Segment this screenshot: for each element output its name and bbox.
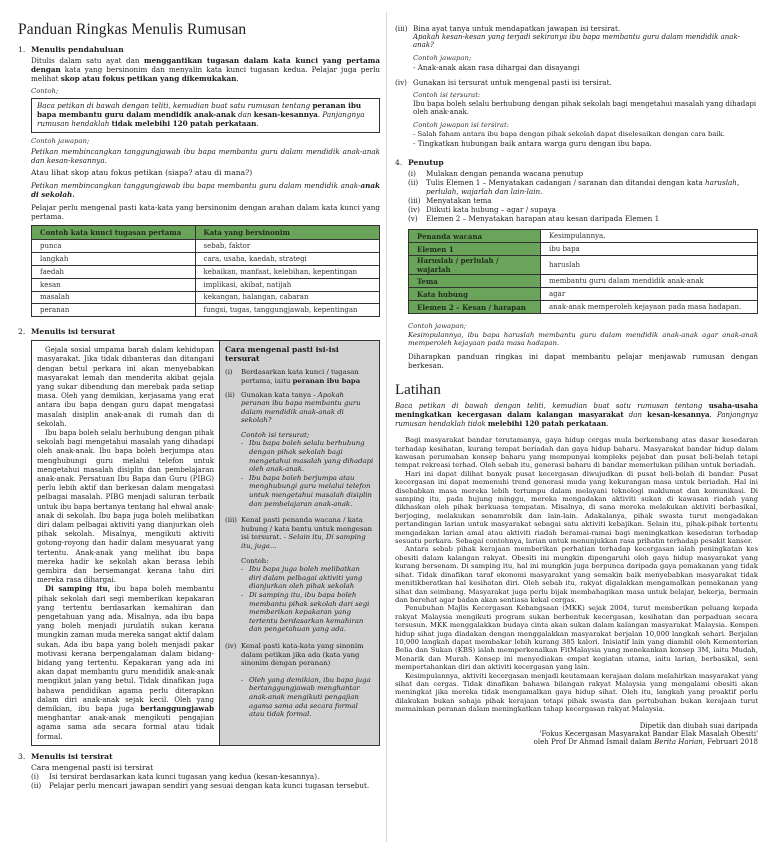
penutup-table-row	[409, 275, 758, 288]
penutup-contoh-text: Kesimpulannya, ibu bapa haruslah membantu guru dalam mendidik anak-anak agar anak-anak memperoleh kejayaan pada masa hadapan.	[408, 331, 758, 348]
column-divider	[386, 12, 387, 842]
synonym-cell: implikasi, akibat, natijah	[195, 278, 379, 291]
penutup-table-row	[409, 230, 758, 243]
essay-paragraph: Ibu bapa boleh selalu berhubung dengan pihak sekolah bagi mengetahui masalah yang dihadapi oleh anak-anak. Ibu bapa boleh berjumpa atau menghubungi guru melalui telefon untuk mengetahui masalah disiplin dan pembelajaran anak-anak. Persatuan Ibu Bapa dan Guru (PIBG) perlu lebih aktif dan berkesan dalam mengatasi pelbagai masalah. PIBG menjadi saluran terbaik untuk ibu bapa bertanya tentang hal ehwal anak-anak di sekolah. Ibu bapa juga boleh melibatkan diri dalam pelbagai aktiviti yang dianjurkan oleh pihak sekolah. Misalnya, mengikuti aktiviti gotong-royong dan hadir dalam mesyuarat yang tertentu. Anak-anak yang melihat ibu bapa mereka hadir ke sekolah akan berasa lebih gembira dan bersemangat kerana tahu diri mereka rasa dihargai.	[37, 427, 214, 585]
list-item: (iv) Diikuti kata hubung – agar / supaya	[408, 205, 556, 214]
keyword-cell: faedah	[32, 265, 196, 278]
synonym-table-row	[32, 253, 380, 266]
element-value-cell: agar	[541, 288, 758, 301]
synonym-cell: sebab, faktor	[195, 240, 379, 253]
synonym-intro: Pelajar perlu mengenal pasti kata-kata yang bersinonim dengan arahan dalam kata kunci yang pertama.	[31, 202, 380, 221]
synonym-table-row	[32, 240, 380, 253]
element-value-cell: haruslah	[541, 256, 758, 275]
section-3-subheading: Cara mengenal pasti isi tersirat	[31, 762, 154, 772]
keyword-cell: peranan	[32, 304, 196, 317]
guide-title: Cara mengenal pasti isi-isi tersurat	[225, 345, 339, 363]
synonym-table-header: Contoh kata kunci tugasan pertama	[32, 226, 196, 240]
penutup-table	[408, 229, 758, 314]
penutup-table-row	[409, 288, 758, 301]
right-column	[395, 0, 758, 747]
contoh-jawapan-label: Contoh jawapan;	[31, 136, 90, 145]
list-item: (iii) Bina ayat tanya untuk mendapatkan jawapan isi tersirat. Apakah kesan-kesan yang terjadi sekiranya ibu bapa membantu guru dalam mendidik anak-anak? Contoh jawapan; - Anak-anak akan rasa dihargai dan disayangi	[395, 24, 740, 72]
list-item: (i) Mulakan dengan penanda wacana penutup	[408, 169, 584, 178]
section-3-body	[31, 763, 380, 790]
synonym-table-row	[32, 304, 380, 317]
keyword-cell: masalah	[32, 291, 196, 304]
page-title: Panduan Ringkas Menulis Rumusan	[18, 21, 247, 38]
left-column	[18, 0, 380, 790]
element-value-cell: ibu bapa	[541, 243, 758, 256]
list-item: (iv) Gunakan isi tersurat untuk mengenal pasti isi tersirat. Contoh isi tersurat: Ibu bapa boleh selalu berhubung dengan pihak sekolah bagi mengetahui masalah yang dihadapi oleh anak-anak. Contoh jawapan isi tersirat: - Salah faham antara ibu bapa dengan pihak sekolah dapat diselesaikan dengan cara baik. - Tingkatkan hubungan baik antara warga guru dengan ibu bapa.	[395, 77, 757, 148]
list-item: (v) Elemen 2 – Menyatakan harapan atau kesan daripada Elemen 1	[408, 214, 660, 223]
section-1-intro: Ditulis dalam satu ayat dan menggantikan tugasan dalam kata kunci yang pertama dengan kata yang bersinonim dan menyalin kata kunci tugasan kedua. Pelajar juga perlu melihat skop atau fokus petikan yang dikemukakan.	[31, 56, 380, 83]
latihan-passage	[395, 436, 758, 713]
section-1-body	[31, 57, 380, 317]
keyword-cell: punca	[32, 240, 196, 253]
passage-paragraph: Bagi masyarakat bandar terutamanya, gaya hidup cergas mula berkembang atas dasar kesedaran terhadap kesihatan, kurang tempat beriadah dan gaya hidup baharu. Masyarakat bandar hidup dalam kawasan perumahan konsep baharu yang mempunyai kompleks pejabat dan pusat beli-belah tetapi tempat rekreasi terhad. Oleh sebab itu, generasi baharu di bandar memerlukan pilihan untuk beriadah.	[395, 436, 758, 470]
closing-text: Diharapkan panduan ringkas ini dapat membantu pelajar menjawab rumusan dengan berkesan.	[408, 351, 758, 370]
element-label-cell: Haruslah / perlulah / wajarlah	[409, 256, 541, 275]
section-3-continued	[395, 24, 758, 148]
synonym-table-row	[32, 291, 380, 304]
list-item: (ii) Tulis Elemen 1 – Menyatakan cadangan / saranan dan ditandai dengan kata haruslah, perlulah, wajarlah dan lain-lain.	[408, 178, 740, 196]
penutup-table-row	[409, 256, 758, 275]
element-value-cell: Kesimpulannya,	[541, 230, 758, 243]
keyword-cell: langkah	[32, 253, 196, 266]
element-value-cell: anak-anak memperoleh kejayaan pada masa hadapan.	[541, 301, 758, 314]
guide-step: (i) Berdasarkan kata kunci / tugasan pertama, iaitu peranan ibu bapa	[225, 368, 361, 385]
synonym-table-row	[32, 278, 380, 291]
element-label-cell: Elemen 1	[409, 243, 541, 256]
element-label-cell: Tema	[409, 275, 541, 288]
alt-answer: Petikan membincangkan tanggungjawab ibu bapa membantu guru dalam mendidik anak-anak di sekolah.	[31, 181, 380, 199]
essay-paragraph: Di samping itu, ibu bapa boleh membantu pihak sekolah dari segi memberikan kepakaran yang tertentu berdasarkan kemahiran dan pengetahuan yang ada. Misalnya, ada ibu bapa yang boleh menjadi jurulatih sukan kerana mungkin zaman muda mereka sangat aktif dalam sukan. Ada ibu bapa yang boleh menjadi pakar motivasi kerana berpengalaman dalam bidang-bidang yang tertentu. Kepakaran yang ada ini akan dapat membantu guru mendidik anak-anak mengikut jalan yang betul. Tidak dinafikan juga bahawa pendidikan agama perlu diterapkan dalam diri anak-anak sejak kecil. Oleh yang demikian, ibu bapa juga bertanggungjawab menghantar anak-anak mengikuti pengajian agama sama ada secara formal atau tidak formal.	[37, 584, 214, 741]
penutup-table-row	[409, 301, 758, 314]
or-line: Atau lihat skop atau fokus petikan (siapa? atau di mana?)	[31, 168, 253, 178]
element-label-cell: Penanda wacana	[409, 230, 541, 243]
penutup-table-row	[409, 243, 758, 256]
synonym-table-header: Kata yang bersinonim	[195, 226, 379, 240]
penutup-contoh-label: Contoh jawapan;	[408, 322, 467, 330]
guide-step: (iii) Kenal pasti penanda wacana / kata hubung / kata bantu untuk mengesan isi tersurat. - Selain itu, Di samping itu, juga... Contoh: - Ibu bapa juga boleh melibatkan diri dalam pelbagai aktiviti yang dianjurkan oleh pihak sekolah - Di samping itu, ibu bapa boleh membantu pihak sekolah dari segi memberikan kepakaran yang tertentu berdasarkan kemahiran dan pengetahuan yang ada.	[225, 516, 373, 634]
sample-essay	[32, 341, 220, 745]
element-label-cell: Kata hubung	[409, 288, 541, 301]
passage-paragraph: Antara sebab pihak kerajaan memberikan perhatian terhadap kecergasan ialah peningkatan kes obesiti dalam kalangan rakyat. Obesiti ini mungkin dipengaruhi oleh gaya hidup masyarakat yang kurang bersenam. Di samping itu, hal ini mungkin juga berpunca daripada gaya pemakanan yang tidak sihat. Tidak dinafikan taraf ekonomi masyarakat yang semakin baik menyebabkan masyarakat tidak menitikberatkan hal kesihatan diri. Oleh sebab itu, rakyat digalakkan mengamalkan pemakanan yang sihat dan seimbang. Masyarakat juga perlu bijak membahagikan masa untuk belajar, bekerja, bermain dan berehat agar badan akan sentiasa kekal cergas.	[395, 545, 758, 604]
section-4-body	[408, 169, 758, 370]
synonym-cell: kekangan, halangan, cabaran	[195, 291, 379, 304]
section-2-heading: 2. Menulis isi tersurat	[18, 327, 116, 337]
synonym-table-row	[32, 265, 380, 278]
synonym-cell: fungsi, tugas, tanggungjawab, kepentingan	[195, 304, 379, 317]
latihan-question: Baca petikan di bawah dengan teliti, kemudian buat satu rumusan tentang usaha-usaha meningkatkan kecergasan dalam kalangan masyarakat dan kesan-kesannya. Panjangnya rumusan hendaklah tidak melebihi 120 patah perkataan.	[395, 401, 758, 428]
tersurat-guide-panel	[220, 341, 379, 745]
latihan-heading: Latihan	[395, 382, 441, 399]
source-citation: Dipetik dan diubah suai daripada 'Fokus Kecergasan Masyarakat Bandar Elak Masalah Obesiti' oleh Prof Dr Ahmad Ismail dalam Berita Harian, Februari 2018	[533, 721, 758, 747]
passage-paragraph: Hari ini dapat dilihat banyak pusat kecergasan diwujudkan di pusat beli-belah di bandar. Pusat kecergasan ini dapat memenuhi trend generasi muda yang kekurangan masa untuk beriadah. Hal ini disebabkan masa mereka lebih tertumpu dalam melayani teknologi maklumat dan komunikasi. Di samping itu, pada hujung minggu, mereka mengadakan aktiviti sukan di kawasan riadah yang dikhaskan oleh pihak berkuasa tempatan. Misalnya, di sana mereka melakukan aktiviti berbasikal, berjoging, melakukan senamrobik dan lain-lain. Adakalanya, pihak swasta turut mengadakan pertandingan larian untuk masyarakat sebagai satu aktiviti kebajikan. Selain itu, pihak-pihak tertentu mengadakan larian amal atau aktiviti riadah beramai-ramai bagi meningkatkan kesedaran terhadap sesuatu perkara. Sebagai contohnya, larian untuk menunjukkan rasa prihatin terhadap pesakit kanser.	[395, 469, 758, 546]
list-item: (ii) Pelajar perlu mencari jawapan sendiri yang sesuai dengan kata kunci tugasan tersebut.	[31, 780, 370, 790]
section-4-heading: 4. Penutup	[395, 158, 444, 167]
section-3-heading: 3. Menulis isi tersirat	[18, 751, 113, 761]
passage-paragraph: Kesimpulannya, aktiviti kecergasan menjadi keutamaan kerajaan dalam melahirkan masyarakat yang sihat dan cergas. Tidak dinafikan bahawa bilangan rakyat Malaysia yang mengalami obesiti akan meningkat jika mereka tidak mengamalkan gaya hidup sihat. Oleh itu, langkah yang proaktif perlu dilakukan bukan sahaja pihak kerajaan tetapi pihak swasta dan pertubuhan bukan kerajaan turut memainkan peranan dalam meningkatkan tahap kecergasan rakyat Malaysia.	[395, 671, 758, 714]
synonym-table	[31, 225, 380, 317]
guide-step: (iv) Kenal pasti kata-kata yang sinonim dalam petikan jika ada (kata yang sinonim dengan peranan) - Oleh yang demikian, ibu bapa juga bertanggungjawab menghantar anak-anak mengikuti pengajian agama sama ada secara formal atau tidak formal.	[225, 641, 371, 719]
keyword-cell: kesan	[32, 278, 196, 291]
essay-paragraph: Gejala sosial umpama barah dalam kehidupan masyarakat. Jika tidak dibanteras dan ditangani dengan betul perkara ini akan menyebabkan masyarakat lemah dan menderita akibat gejala yang sukar dibendung dan merebak pada setiap masa. Oleh yang demikian, kerjasama yang erat antara ibu bapa dengan guru dapat mengatasi masalah disiplin anak-anak di rumah dan di sekolah.	[37, 345, 214, 428]
synonym-cell: kebaikan, manfaat, kelebihan, kepentingan	[195, 265, 379, 278]
list-item: (iii) Menyatakan tema	[408, 196, 492, 205]
tersurat-box	[31, 340, 380, 746]
passage-paragraph: Penubuhan Majlis Kecergasan Kebangsaan (MKK) sejak 2004, turut memberikan peluang kepada rakyat Malaysia mengikuti program sukan berbentuk kecergasan, kesihatan dan perpaduan secara tersusun. MKK menggalakkan budaya cinta akan sukan dalam kalangan masyarakat Malaysia. Kempen hidup sihat juga diadakan dengan menggalakkan masyarakat berjalan 10,000 langkah sehari. Berjalan 10,000 langkah dapat membakar lebih kurang 385 kalori. Inisiatif lain yang diambil oleh Kementerian Belia dan Sukan (KBS) ialah memperkenalkan FitMalaysia yang menekankan konsep 3M, iaitu Mudah, Menarik dan Murah. Konsep ini menyediakan empat kegiatan utama, iaitu larian, berbasikal, seni mempertahankan diri dan aktiviti kecergasan yang lain.	[395, 604, 758, 672]
element-label-cell: Elemen 2 – Kesan / harapan	[409, 301, 541, 314]
guide-step: (ii) Gunakan kata tanya - Apakah peranan ibu bapa membantu guru dalam mendidik anak-anak di sekolah? Contoh isi tersurat; - Ibu bapa boleh selalu berhubung dengan pihak sekolah bagi mengetahui masalah yang dihadapi oleh anak-anak. - Ibu bapa boleh berjumpa atau menghubungi guru melalui telefon untuk mengetahui masalah disiplin dan pembelajaran anak-anak.	[225, 390, 374, 508]
synonym-cell: cara, usaha, kaedah, strategi	[195, 253, 379, 266]
section-1-heading: 1. Menulis pendahuluan	[18, 45, 124, 54]
contoh-label: Contoh;	[31, 87, 59, 96]
sample-question-box: Baca petikan di bawah dengan teliti, kemudian buat satu rumusan tentang peranan ibu bapa membantu guru dalam mendidik anak-anak dan kesan-kesannya. Panjangnya rumusan hendaklah tidak melebihi 120 patah perkataan.	[31, 98, 380, 132]
list-item: (i) Isi tersirat berdasarkan kata kunci tugasan yang kedua (kesan-kesannya).	[31, 771, 320, 781]
contoh-jawapan-text: Petikan membincangkan tanggungjawab ibu bapa membantu guru dalam mendidik anak-anak dan kesan-kesannya.	[31, 146, 380, 165]
element-value-cell: membantu guru dalam mendidik anak-anak	[541, 275, 758, 288]
